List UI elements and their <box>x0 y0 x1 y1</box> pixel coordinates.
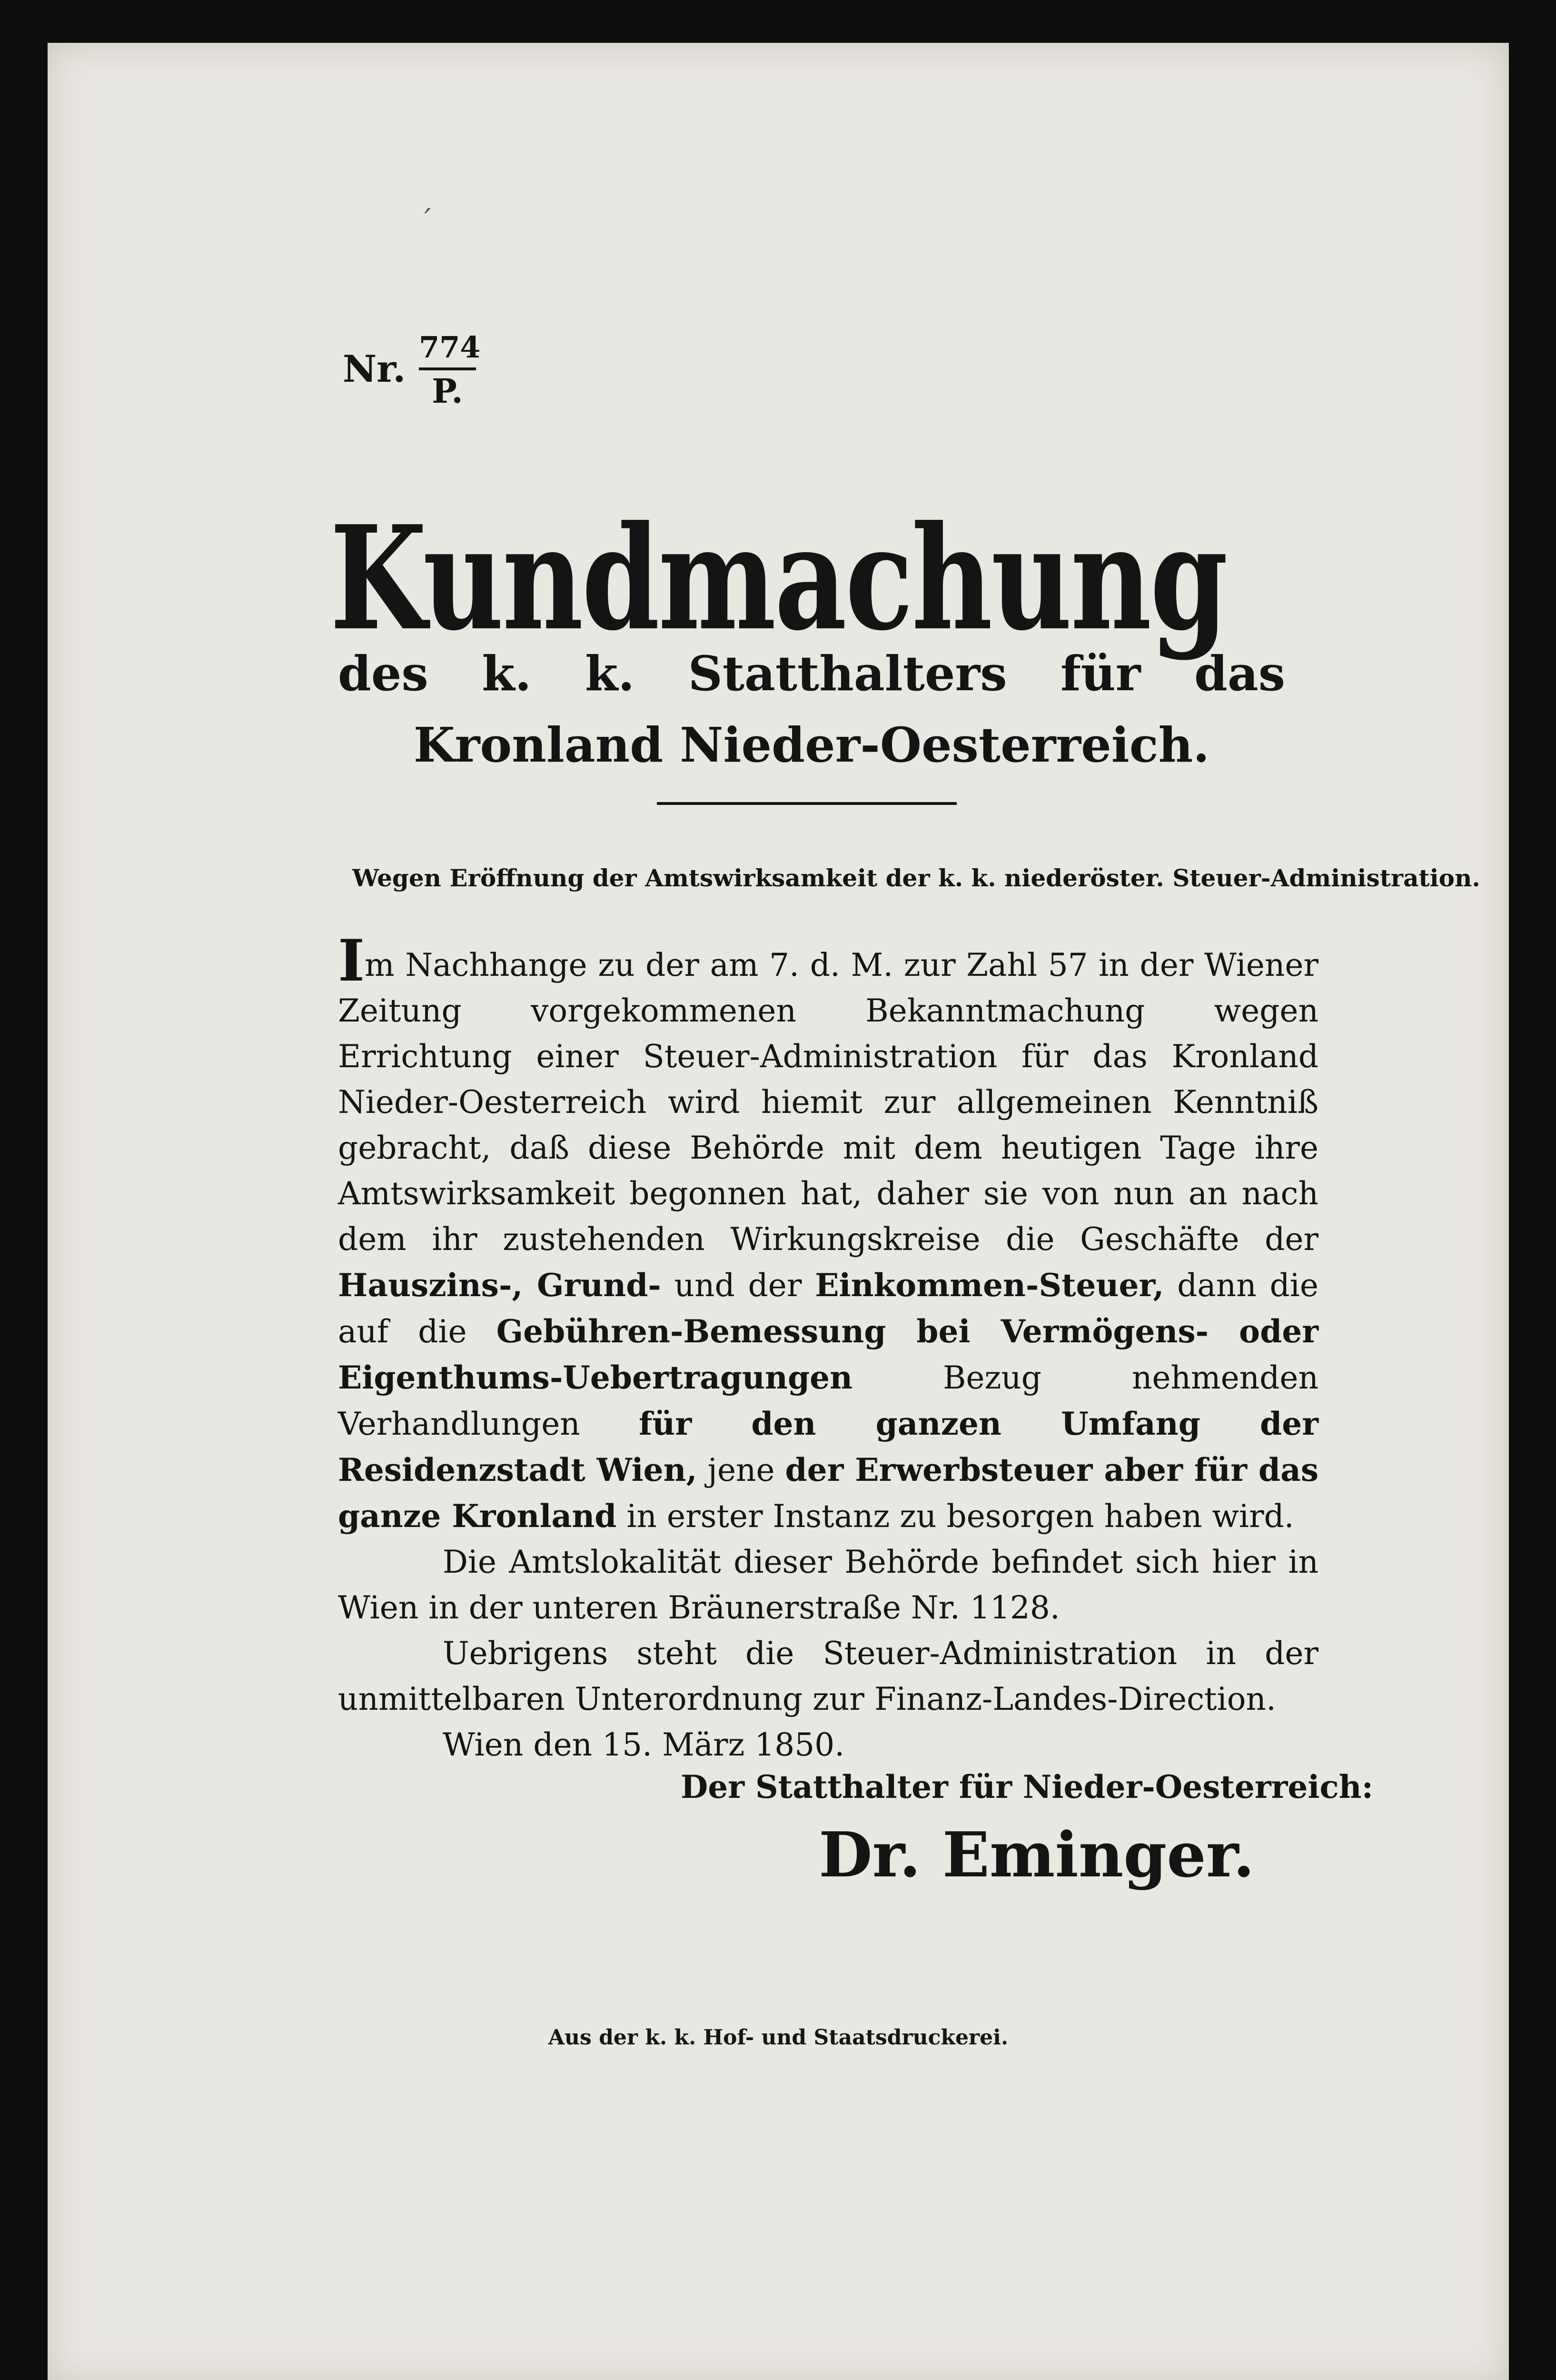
initial-letter: I <box>338 927 365 994</box>
paragraph-2: Die Amtslokalität dieser Behörde befindet sich hier in Wien in der unteren Bräunerstraße Nr. 1128. <box>338 1544 1318 1626</box>
divider <box>657 802 957 805</box>
page-title: Kundmachung <box>330 494 1227 662</box>
document-number <box>419 328 481 411</box>
printer-imprint: Aus der k. k. Hof- und Staatsdruckerei. <box>548 2025 1009 2050</box>
fraction-line <box>419 367 476 370</box>
paragraph-1: Im Nachhange zu der am 7. d. M. zur Zahl 57 in der Wiener Zeitung vorgekommenen Bekanntmachung wegen Errichtung einer Steuer-Administration für das Kronland Nieder-Oesterreich wird hiemit zur allgemeinen Kenntniß gebracht, daß diese Behörde mit dem heutigen Tage ihre Amtswirksamkeit begonnen hat, daher sie von nun an nach dem ihr zustehenden Wirkungskreise die Geschäfte der Hauszins-, Grund- und der Einkommen-Steuer, dann die auf die Gebühren-Bemessung bei Vermögens- oder Eigenthums-Uebertragungen Bezug nehmenden Verhandlungen für den ganzen Umfang der Residenzstadt Wien, jene der Erwerbsteuer aber für das ganze Kronland in erster Instanz zu besorgen haben wird. <box>338 927 1318 1535</box>
number-numerator: 774 <box>419 330 481 365</box>
signer-name: Dr. Eminger. <box>819 1818 1255 1891</box>
pencil-mark: ˊ <box>419 205 433 238</box>
paragraph-3: Uebrigens steht die Steuer-Administration in der unmittelbaren Unterordnung zur Finanz-Landes-Direction. <box>338 1635 1318 1717</box>
announcement-body <box>338 927 1318 1768</box>
document-page <box>48 43 1509 2380</box>
date-line: Wien den 15. März 1850. <box>443 1726 845 1763</box>
number-label: Nr. <box>343 347 406 391</box>
signer-title: Der Statthalter für Nieder-Oesterreich: <box>681 1768 1373 1805</box>
regarding-line: Wegen Eröffnung der Amtswirksamkeit der k. k. niederöster. Steuer-Administration. <box>352 864 1480 892</box>
subtitle: des k. k. Statthalters für das Kronland Nieder-Oesterreich. <box>338 645 1285 773</box>
number-denominator: P. <box>432 371 463 411</box>
